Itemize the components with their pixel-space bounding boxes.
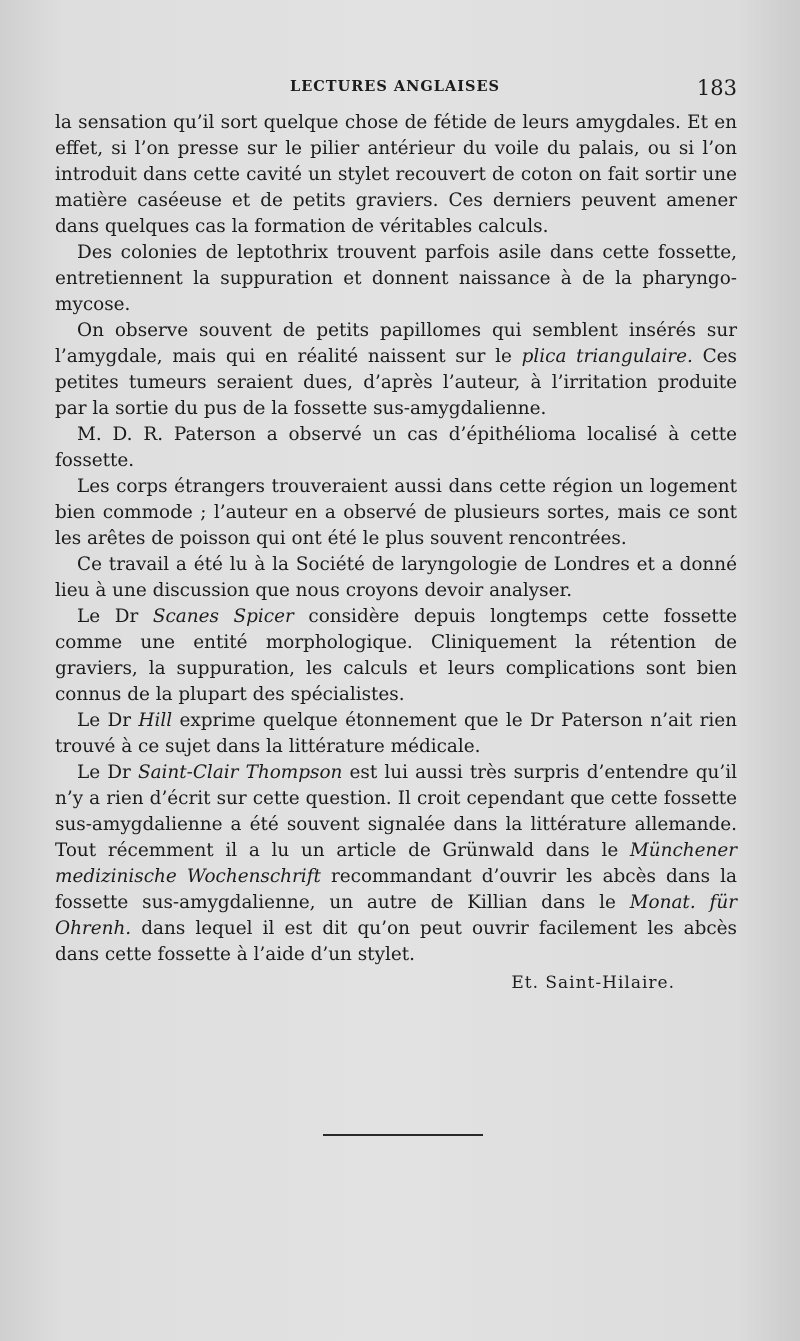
author-signature: Et. Saint-Hilaire.: [511, 973, 675, 993]
paragraph-9: [55, 760, 737, 968]
page-header: [55, 76, 735, 100]
paragraph-1: la sensation qu’il sort quelque chose de fétide de leurs amygdales. Et en effet, si l’on presse sur le pilier antérieur du voile du palais, ou si l’on introduit dans cette cavité un stylet recouvert de coton on fait sortir une matière caséeuse et de petits graviers. Ces derniers peuvent amener dans quelques cas la formation de véritables calculs.: [55, 112, 737, 237]
article-body: [55, 110, 737, 996]
paragraph-8-italic: Hill: [138, 710, 173, 731]
paragraph-9-text-c: recommandant d’ouvrir les abcès dans la fossette sus-amygdalienne, un autre de Killian dans le: [55, 866, 737, 913]
paragraph-7-italic: Scanes Spicer: [152, 606, 294, 627]
paragraph-6: Ce travail a été lu à la Société de laryngologie de Londres et a donné lieu à une discussion que nous croyons devoir analyser.: [55, 554, 737, 601]
paragraph-7: [55, 604, 737, 708]
paragraph-7-text-b: considère depuis longtemps cette fossette comme une entité morphologique. Cliniquement la rétention de graviers, la suppuration, les calculs et leurs complications sont bien connus de la plupart des spécialistes.: [55, 606, 737, 705]
paragraph-3-text-b: Ces petites tumeurs seraient dues, d’après l’auteur, à l’irritation produite par la sortie du pus de la fossette sus-amygdalienne.: [55, 346, 737, 419]
paragraph-9-text-b: est lui aussi très surpris d’entendre qu’il n’y a rien d’écrit sur cette question. Il croit cependant que cette fossette sus-amygdalienne a été souvent signalée dans la littérature allemande. Tout récemment il a lu un article de Grünwald dans le: [55, 762, 737, 861]
paragraph-4: M. D. R. Paterson a observé un cas d’épithélioma localisé à cette fossette.: [55, 424, 737, 471]
paragraph-9-italic-1: Saint-Clair Thompson: [137, 762, 343, 783]
running-title: LECTURES ANGLAISES: [290, 78, 500, 95]
paragraph-5: Les corps étrangers trouveraient aussi dans cette région un logement bien commode ; l’auteur en a observé de plusieurs sortes, mais ce sont les arêtes de poisson qui ont été le plus souvent rencontrées.: [55, 476, 737, 549]
page-number: 183: [696, 76, 737, 100]
paragraph-9-italic-3: Monat. für Ohrenh.: [55, 892, 737, 939]
paragraph-9-italic-2: Münchener medizinische Wochenschrift: [55, 840, 737, 887]
paragraph-3-text-a: On observe souvent de petits papillomes qui semblent insérés sur l’amygdale, mais qui en réalité naissent sur le: [55, 320, 737, 367]
paragraph-7-text-a: Le Dr: [77, 606, 153, 627]
paragraph-8: [55, 708, 737, 760]
paragraph-8-text-a: Le Dr: [77, 710, 139, 731]
paragraph-3: [55, 318, 737, 422]
paragraph-2: Des colonies de leptothrix trouvent parfois asile dans cette fossette, entretiennent la suppuration et donnent naissance à de la pharyngo-mycose.: [55, 242, 737, 315]
paragraph-9-text-d: dans lequel il est dit qu’on peut ouvrir facilement les abcès dans cette fossette à l’aide d’un stylet.: [55, 918, 737, 965]
section-divider: [323, 1134, 483, 1136]
paragraph-8-text-b: exprime quelque étonnement que le Dr Paterson n’ait rien trouvé à ce sujet dans la littérature médicale.: [55, 710, 737, 757]
paragraph-9-text-a: Le Dr: [77, 762, 138, 783]
paragraph-3-italic: plica triangulaire.: [521, 346, 693, 367]
